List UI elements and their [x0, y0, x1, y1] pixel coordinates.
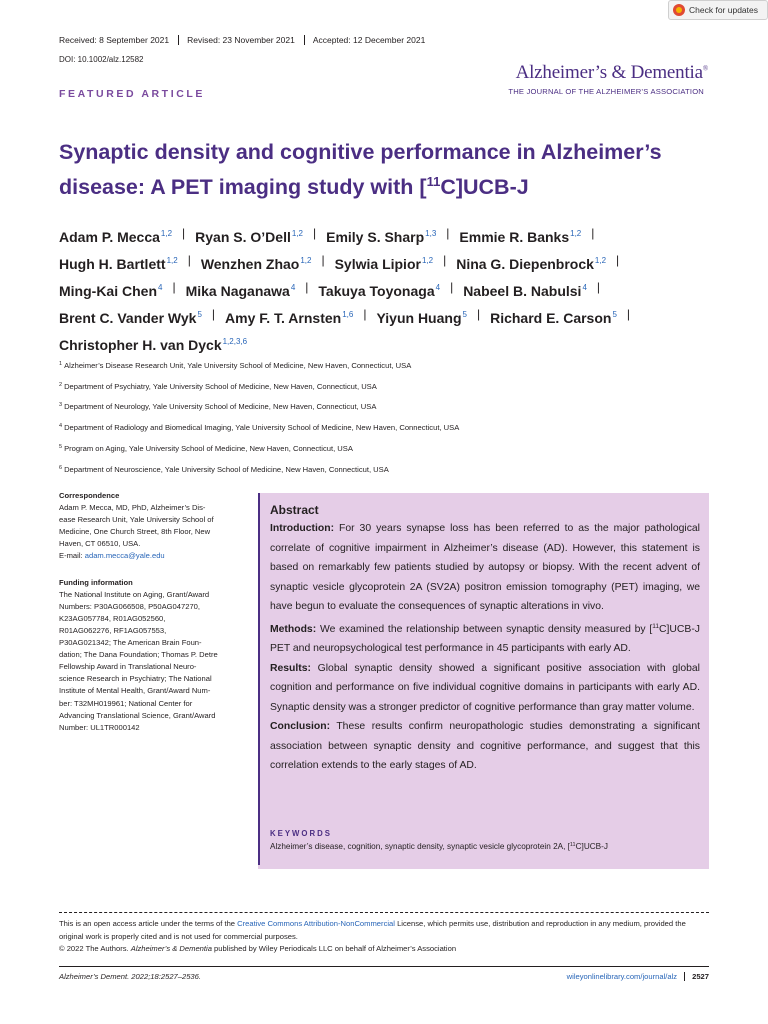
affiliation-item [59, 396, 709, 417]
revised-date: Revised: 23 November 2021 [178, 35, 304, 45]
abstract-results [270, 659, 700, 718]
sidebar-line: P30AG021342; The American Brain Foun- [59, 638, 202, 648]
author-separator: | [443, 253, 447, 267]
affiliation-item [59, 417, 709, 438]
author-name [376, 303, 467, 330]
email-link[interactable]: adam.mecca@yale.edu [84, 551, 165, 561]
sidebar-line: ease Research Unit, Yale University School of [59, 515, 214, 525]
article-sidebar [59, 490, 245, 734]
author-affiliation-ref[interactable]: 1,2 [166, 256, 178, 265]
sidebar-line: science Research in Psychiatry; The National [59, 674, 212, 684]
sidebar-line: Number: UL1TR000142 [59, 722, 140, 732]
license-link[interactable]: Creative Commons Attribution-NonCommercial [237, 919, 395, 928]
license-pre: This is an open access article under the terms of the [59, 919, 238, 928]
correspondence-email [59, 550, 245, 562]
funding-text [59, 589, 245, 734]
author-line [59, 330, 709, 357]
author-separator: | [172, 280, 176, 294]
methods-label: Methods: [270, 623, 317, 635]
author-list [59, 222, 709, 357]
conclusion-text: These results confirm neuropathologic studies demonstrating a significant association between synaptic density and cognitive performance, and suggest that this correlation extends to the early stages of AD. [270, 721, 700, 771]
author-affiliation-ref[interactable]: 1,2 [570, 229, 582, 238]
author-name [186, 276, 296, 303]
author-name [463, 276, 587, 303]
keywords-post: C]UCB-J [575, 842, 608, 851]
author-name-text: Ryan S. O’Dell [195, 229, 291, 245]
author-name-text: Takuya Toyonaga [318, 283, 435, 299]
author-name [59, 276, 162, 303]
author-name-text: Emmie R. Banks [459, 229, 570, 245]
affiliation-text: Program on Aging, Yale University School of Medicine, New Haven, Connecticut, USA [64, 443, 353, 453]
footer-citation: Alzheimer’s Dement. 2022;18:2527–2536. [59, 972, 201, 981]
abstract-introduction [270, 519, 700, 617]
author-affiliation-ref[interactable]: 4 [582, 283, 587, 292]
affiliation-text: Department of Radiology and Biomedical Imaging, Yale University School of Medicine, New Haven, Connecticut, USA [64, 423, 460, 433]
abstract-heading: Abstract [270, 503, 319, 517]
author-affiliation-ref[interactable]: 1,2 [421, 256, 434, 265]
author-affiliation-ref[interactable]: 4 [158, 283, 163, 292]
author-name-text: Yiyun Huang [376, 310, 462, 326]
author-separator: | [476, 307, 481, 321]
article-title [59, 137, 699, 202]
affiliation-item [59, 459, 709, 480]
author-line [59, 249, 709, 276]
author-name-text: Adam P. Mecca [59, 229, 160, 245]
author-name-text: Nabeel B. Nabulsi [463, 283, 582, 299]
abstract-conclusion [270, 717, 700, 776]
title-line-2-post: C]UCB-J [440, 175, 529, 200]
author-name-text: Amy F. T. Arnsten [225, 310, 342, 326]
keywords-pre: Alzheimer’s disease, cognition, synaptic density, synaptic vesicle glycoprotein 2A, [ [270, 842, 570, 851]
intro-text: For 30 years synapse loss has been referred to as the major pathological correlate of cognitive impairment in Alzheimer’s disease (AD). However, this statement is based on remarkably few patients studied by autopsy or biopsy. With the recent advent of synaptic vesicle glycoprotein 2A (SV2A) positron emission tomography (PET) imaging, we have begun to evaluate the consequences of synaptic alterations in vivo. [270, 523, 700, 612]
author-line [59, 276, 709, 303]
sidebar-line: Adam P. Mecca, MD, PhD, Alzheimer’s Dis- [59, 503, 206, 513]
author-separator: | [450, 280, 454, 294]
author-name-text: Ming-Kai Chen [59, 283, 157, 299]
registered-mark: ® [702, 64, 708, 73]
author-affiliation-ref[interactable]: 5 [612, 310, 617, 319]
author-name [490, 303, 617, 330]
affiliation-number: 6 [59, 464, 63, 471]
sidebar-line: dation; The Dana Foundation; Thomas P. Detre [59, 650, 218, 660]
author-line [59, 222, 709, 249]
affiliations [59, 355, 709, 479]
author-name [326, 222, 436, 249]
author-separator: | [305, 280, 309, 294]
results-label: Results: [270, 662, 311, 674]
author-separator: | [187, 253, 191, 267]
methods-text-post: C]UCB-J PET and neuropsychological test performance in 45 participants with early AD. [270, 623, 700, 654]
author-name [335, 249, 433, 276]
author-name-text: Mika Naganawa [185, 283, 290, 299]
author-name [318, 276, 440, 303]
author-name-text: Sylwia Lipior [334, 256, 421, 272]
affiliation-text: Department of Neuroscience, Yale University School of Medicine, New Haven, Connecticut, USA [64, 464, 389, 474]
results-text: Global synaptic density showed a significant positive association with global cognition and performance on five individual cognitive domains in participants with early AD. Synaptic density was a stronger predictor of cognitive performance than gray matter volume. [270, 662, 700, 713]
author-name-text: Brent C. Vander Wyk [59, 310, 197, 326]
journal-subtitle: THE JOURNAL OF THE ALZHEIMER’S ASSOCIATION [508, 87, 704, 96]
funding-heading: Funding information [59, 577, 133, 587]
journal-url-link[interactable]: wileyonlinelibrary.com/journal/alz [567, 972, 685, 981]
article-type: FEATURED ARTICLE [59, 88, 206, 100]
author-name [456, 249, 606, 276]
sidebar-line: Institute of Mental Health, Grant/Award Num- [59, 686, 211, 696]
affiliation-number: 4 [59, 423, 63, 430]
author-name [201, 249, 312, 276]
author-separator: | [446, 226, 450, 240]
affiliation-text: Alzheimer’s Disease Research Unit, Yale University School of Medicine, New Haven, Connecticut, USA [64, 361, 412, 370]
author-affiliation-ref[interactable]: 1,2 [291, 229, 303, 238]
copyright-journal: Alzheimer’s & Dementia [130, 944, 212, 954]
copyright-pre: © 2022 The Authors. [59, 944, 131, 954]
author-separator: | [626, 307, 631, 321]
abstract-box [258, 493, 709, 869]
author-name-text: Wenzhen Zhao [200, 256, 300, 272]
author-affiliation-ref[interactable]: 1,2 [300, 256, 312, 265]
check-for-updates-button[interactable] [668, 0, 768, 20]
license-notice [59, 918, 709, 956]
affiliation-item [59, 376, 709, 397]
author-separator: | [182, 226, 186, 240]
keywords-sup: 11 [569, 842, 576, 848]
author-affiliation-ref[interactable]: 1,3 [425, 229, 437, 238]
author-name [59, 249, 178, 276]
methods-text-pre: We examined the relationship between synaptic density measured by [ [316, 623, 653, 635]
author-name [59, 222, 172, 249]
author-separator: | [321, 253, 325, 267]
license-text [59, 918, 709, 943]
author-separator: | [616, 253, 620, 267]
keywords-text [270, 842, 700, 851]
author-name-text: Richard E. Carson [490, 310, 612, 326]
author-affiliation-ref[interactable]: 1,6 [342, 310, 354, 319]
author-affiliation-ref[interactable]: 1,2 [160, 229, 173, 238]
sidebar-line: Haven, CT 06510, USA. [59, 539, 141, 549]
check-for-updates-label: Check for updates [689, 5, 758, 15]
sidebar-line: The National Institute on Aging, Grant/Award [59, 589, 210, 599]
author-separator: | [596, 280, 601, 294]
footer-right [520, 972, 709, 981]
correspondence-heading: Correspondence [59, 491, 120, 500]
crossmark-icon [673, 4, 685, 16]
methods-sup: 11 [652, 622, 660, 630]
conclusion-label: Conclusion: [270, 721, 331, 732]
author-affiliation-ref[interactable]: 5 [197, 310, 202, 319]
sidebar-line: R01AG062276, RF1AG057553, [59, 625, 167, 635]
affiliation-number: 3 [59, 402, 63, 409]
title-line-2-pre: disease: A PET imaging study with [ [59, 175, 427, 200]
sidebar-line: Fellowship Award in Translational Neuro- [59, 662, 197, 672]
sidebar-line: Advancing Translational Science, Grant/Award [59, 710, 216, 720]
email-label: E-mail: [59, 551, 85, 561]
author-name [59, 303, 202, 330]
abstract-body [270, 502, 700, 776]
author-name-text: Christopher H. van Dyck [59, 337, 222, 353]
sidebar-line: Numbers: P30AG066508, P50AG047270, [59, 601, 200, 611]
article-dates [59, 35, 434, 45]
sidebar-line: Medicine, One Church Street, 8th Floor, New [59, 527, 211, 537]
intro-label: Introduction: [270, 523, 335, 534]
license-divider [59, 912, 709, 913]
author-separator: | [211, 307, 216, 321]
page-number: 2527 [692, 972, 709, 981]
journal-name: Alzheimer’s & Dementia [515, 62, 703, 83]
author-affiliation-ref[interactable]: 5 [462, 310, 467, 319]
affiliation-number: 1 [59, 361, 63, 367]
title-line-1: Synaptic density and cognitive performance in Alzheimer’s [59, 140, 662, 164]
author-name-text: Hugh H. Bartlett [59, 256, 166, 272]
author-name [459, 222, 581, 249]
author-line [59, 303, 709, 330]
affiliation-item [59, 438, 709, 459]
affiliation-text: Department of Neurology, Yale University School of Medicine, New Haven, Connecticut, USA [64, 402, 377, 412]
author-separator: | [312, 226, 317, 240]
affiliation-text: Department of Psychiatry, Yale University School of Medicine, New Haven, Connecticut, USA [64, 381, 377, 391]
title-isotope-sup: 11 [426, 174, 441, 189]
keywords-heading: KEYWORDS [270, 829, 332, 838]
abstract-rule [258, 493, 260, 865]
affiliation-item [59, 355, 709, 376]
correspondence-text [59, 502, 245, 550]
license-post: License, which permits use, distribution and reproduction in any medium, provided the original work is properly cited and is not used for commercial purposes. [59, 919, 686, 941]
author-affiliation-ref[interactable]: 4 [435, 283, 441, 292]
author-name [225, 303, 353, 330]
copyright [59, 943, 709, 956]
abstract-methods [270, 617, 700, 659]
affiliation-number: 2 [59, 381, 63, 388]
accepted-date: Accepted: 12 December 2021 [304, 35, 434, 45]
author-affiliation-ref[interactable]: 1,2,3,6 [222, 337, 248, 346]
sidebar-line: ber: T32MH019961; National Center for [59, 698, 193, 708]
doi: DOI: 10.1002/alz.12582 [59, 55, 144, 64]
affiliation-number: 5 [59, 443, 63, 450]
sidebar-line: K23AG057784, R01AG052560, [59, 613, 166, 623]
author-name [195, 222, 303, 249]
author-separator: | [591, 226, 595, 240]
author-name [59, 330, 247, 357]
author-separator: | [363, 307, 367, 321]
received-date: Received: 8 September 2021 [59, 35, 170, 45]
journal-logo [480, 62, 708, 84]
author-name-text: Nina G. Diepenbrock [456, 256, 594, 272]
author-affiliation-ref[interactable]: 1,2 [594, 256, 607, 265]
author-affiliation-ref[interactable]: 4 [290, 283, 296, 292]
copyright-post: published by Wiley Periodicals LLC on behalf of Alzheimer’s Association [211, 944, 457, 954]
footer-divider [59, 966, 709, 967]
author-name-text: Emily S. Sharp [326, 229, 425, 245]
